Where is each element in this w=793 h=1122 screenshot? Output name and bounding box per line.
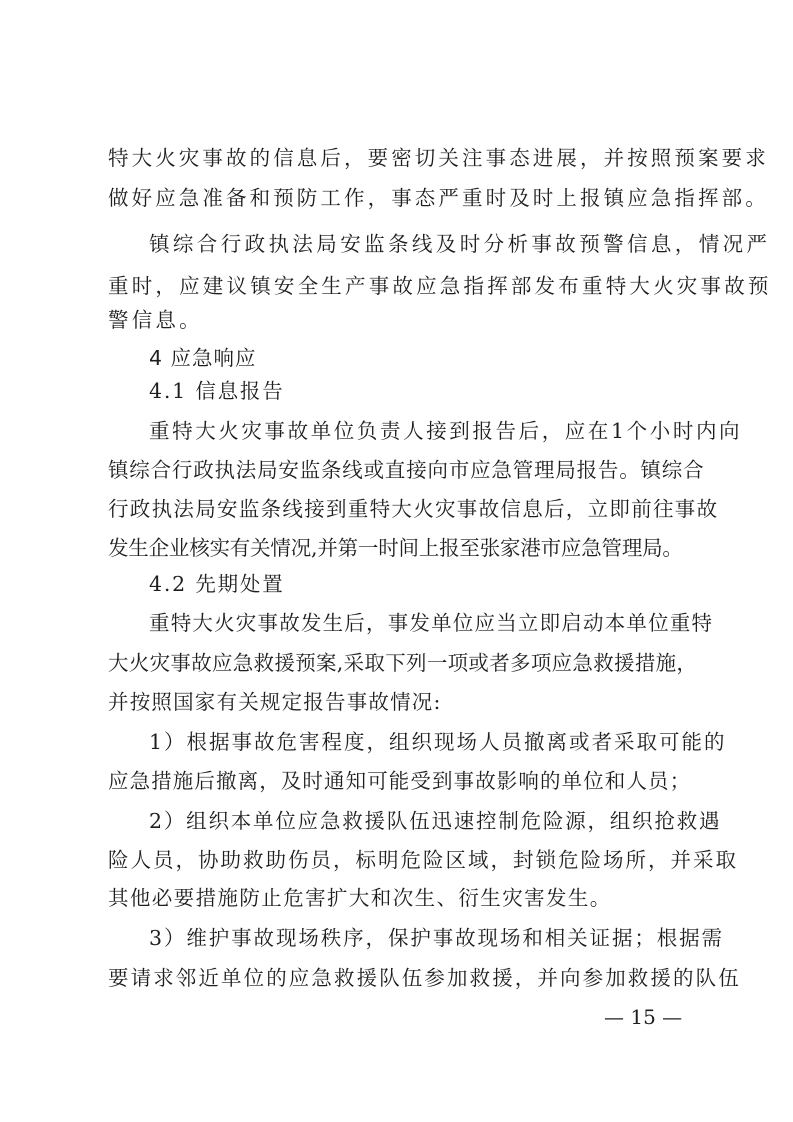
list-item-line: 要请求邻近单位的应急救援队伍参加救援，并向参加救援的队伍 [108,966,741,990]
paragraph-line: 镇综合行政执法局安监条线或直接向市应急管理局报告。镇综合 [108,458,705,482]
page-number: — 15 — [604,1005,683,1029]
list-item-line: 应急措施后撤离，及时通知可能受到事故影响的单位和人员； [108,769,692,793]
paragraph-line: 警信息。 [108,308,203,332]
paragraph-line: 行政执法局安监条线接到重特大火灾事故信息后，立即前往事故 [108,497,719,521]
paragraph-line: 重时，应建议镇安全生产事故应急指挥部发布重特大火灾事故预 [108,274,772,298]
list-item-line: 其他必要措施防止危害扩大和次生、衍生灾害发生。 [108,886,612,910]
paragraph-line: 做好应急准备和预防工作，事态严重时及时上报镇应急指挥部。 [108,186,769,210]
subsection-heading: 4.2 先期处置 [149,572,285,596]
list-item-line: 1）根据事故危害程度，组织现场人员撤离或者采取可能的 [149,730,727,754]
paragraph-line: 并按照国家有关规定报告事故情况: [108,690,442,714]
paragraph-line: 特大火灾事故的信息后，要密切关注事态进展，并按照预案要求 [108,146,769,170]
paragraph-line: 大火灾事故应急救援预案,采取下列一项或者多项应急救援措施， [108,651,698,675]
paragraph-line: 镇综合行政执法局安监条线及时分析事故预警信息，情况严 [149,232,771,256]
paragraph-line: 发生企业核实有关情况,并第一时间上报至张家港市应急管理局。 [108,536,683,560]
list-item-line: 3）维护事故现场秩序，保护事故现场和相关证据；根据需 [149,926,724,950]
subsection-heading: 4.1 信息报告 [149,379,285,403]
list-item-line: 险人员，协助救助伤员，标明危险区域，封锁危险场所，并采取 [108,848,738,872]
paragraph-line: 重特大火灾事故发生后，事发单位应当立即启动本单位重特 [149,611,714,635]
paragraph-line: 重特大火灾事故单位负责人接到报告后，应在1个小时内向 [149,419,743,443]
list-item-line: 2）组织本单位应急救援队伍迅速控制危险源，组织抢救遇 [149,809,722,833]
section-heading: 4 应急响应 [149,346,257,370]
